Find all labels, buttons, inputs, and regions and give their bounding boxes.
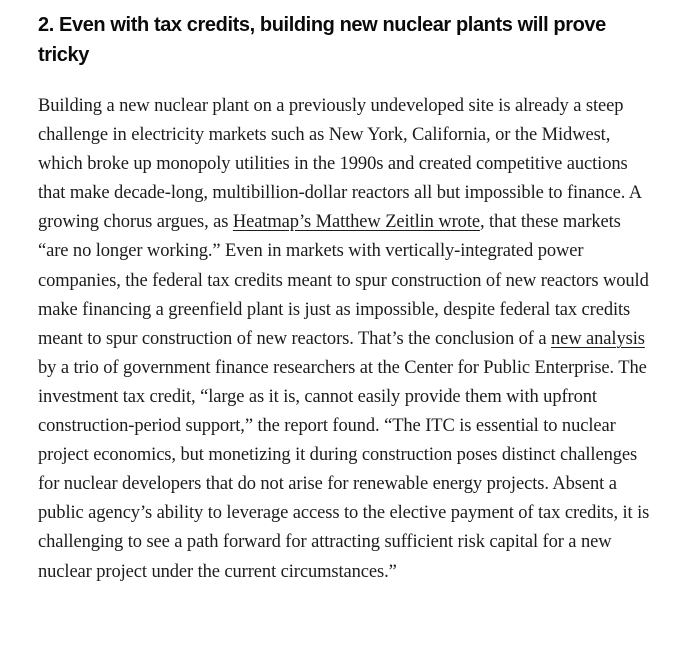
section-heading: 2. Even with tax credits, building new nuclear plants will prove tricky [38, 14, 606, 66]
heatmap-matthew-zeitlin-link[interactable]: Heatmap’s Matthew Zeitlin wrote [232, 212, 480, 233]
article-paragraph [38, 92, 654, 587]
paragraph-text: by a trio of government finance researchers at the Center for Public Enterprise. The investment tax credit, “large as it is, cannot easily provide them with upfront construction-period support,” the report found. “The ITC is essential to nuclear project economics, but monetizing it during construction poses distinct challenges for nuclear developers that do not arise for renewable energy projects. Absent a public agency’s ability to leverage access to the elective payment of tax credits, it is challenging to see a path forward for attracting sufficient risk capital for a new nuclear project under the current circumstances.” [38, 357, 650, 582]
paragraph-text: , that these markets “are no longer working.” Even in markets with vertically-integrated power companies, the federal tax credits meant to spur construction of new reactors would make financing a greenfield plant is just as impossible, despite federal tax credits meant to spur construction of new reactors. That’s the conclusion of a [38, 212, 649, 349]
new-analysis-link[interactable]: new analysis [551, 328, 645, 349]
paragraph-text: Building a new nuclear plant on a previously undeveloped site is already a steep challenge in electricity markets such as New York, California, or the Midwest, which broke up monopoly utilities in the 1990s and created competitive auctions that make decade-long, multibillion-dollar reactors all but impossible to finance. A growing chorus argues, as [38, 96, 641, 233]
